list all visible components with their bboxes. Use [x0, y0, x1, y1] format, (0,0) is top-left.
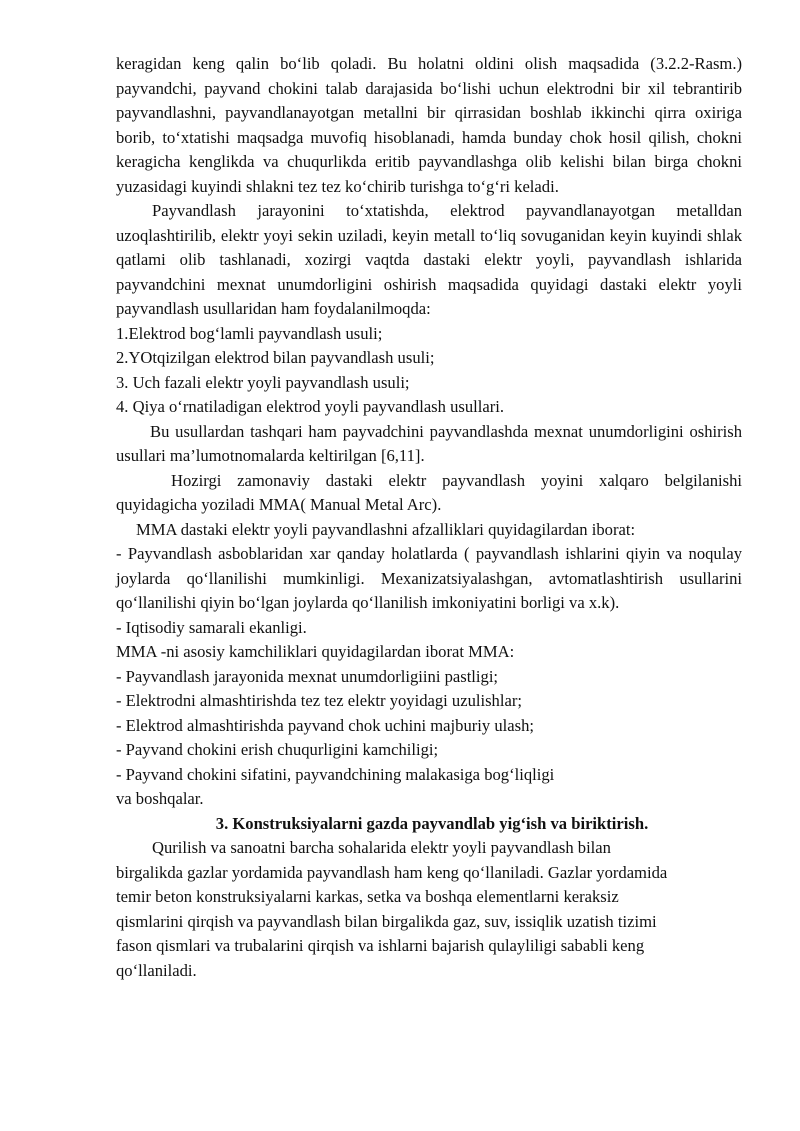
section-heading: 3. Konstruksiyalarni gazda payvandlab yig‘ish va biriktirish. — [215, 813, 649, 833]
list-item: - Payvandlash jarayonida mexnat unumdorligiini pastligi; — [116, 666, 499, 686]
list-item: - Payvand chokini erish chuqurligini kamchiligi; — [116, 740, 439, 759]
list-item: - Payvand chokini sifatini, payvandchining malakasiga bog‘liqligi — [116, 764, 555, 784]
drawbacks-list — [116, 616, 742, 812]
paragraph-7 — [116, 836, 742, 983]
list-item: 4. Qiya o‘rnatiladigan elektrod yoyli payvandlash usullari. — [116, 397, 505, 416]
paragraph-line: qismlarini qirqish va payvandlash bilan birgalikda gaz, suv, issiqlik uzatish tizimi — [116, 911, 657, 931]
paragraph-1: keragidan keng qalin bo‘lib qoladi. Bu holatni oldini olish maqsadida (3.2.2-Rasm.) payvandchi, payvand chokini talab darajasida bo‘lishi uchun elektrodni bir xil tebrantirib payvandlashni, payvandlanayotgan metallni bir qirrasidan boshlab ikkinchi qirra oxiriga borib, to‘xtatishi maqsadga muvofiq hisoblanadi, hamda bunday chok hosil qilish, chokni keragicha kenglikda va chuqurlikda eritib payvandlashga olib kelishi bilan birga chokni yuzasidagi kuyindi shlakni tez tez ko‘chirib turishga to‘g‘ri keladi. — [116, 54, 742, 196]
list-item: 1.Elektrod bog‘lamli payvandlash usuli; — [116, 323, 383, 343]
method-list — [116, 322, 742, 420]
list-item: 3. Uch fazali elektr yoyli payvandlash usuli; — [116, 372, 410, 392]
paragraph-line: Qurilish va sanoatni barcha sohalarida elektr yoyli payvandlash bilan — [152, 838, 611, 857]
paragraph-line: qo‘llaniladi. — [116, 960, 197, 980]
list-item: - Elektrod almashtirishda payvand chok uchini majburiy ulash; — [116, 715, 534, 735]
document-page — [116, 52, 742, 983]
paragraph-3: Bu usullardan tashqari ham payvadchini payvandlashda mexnat unumdorligini oshirish usullari ma’lumotnomalarda keltirilgan [6,11]. — [116, 421, 742, 465]
list-item: - Elektrodni almashtirishda tez tez elektr yoyidagi uzulishlar; — [116, 691, 522, 710]
paragraph-5: MMA dastaki elektr yoyli payvandlashni afzalliklari quyidagilardan iborat: — [136, 519, 636, 539]
paragraph-line: birgalikda gazlar yordamida payvandlash ham keng qo‘llaniladi. Gazlar yordamida — [116, 862, 668, 882]
paragraph-line: fason qismlari va trubalarini qirqish va ishlarni bajarish qulayliligi sababli keng — [116, 936, 645, 955]
paragraph-4: Hozirgi zamonaviy dastaki elektr payvandlash yoyini xalqaro belgilanishi quyidagicha yoziladi MMA( Manual Metal Arc). — [116, 470, 742, 514]
paragraph-line: temir beton konstruksiyalarni karkas, setka va boshqa elementlarni keraksiz — [116, 887, 619, 906]
list-item: - Iqtisodiy samarali ekanligi. — [116, 617, 307, 637]
paragraph-6: - Payvandlash asboblaridan xar qanday holatlarda ( payvandlash ishlarini qiyin va noqulay joylarda qo‘llanilishi mumkinligi. Mexanizatsiyalashgan, avtomatlashtirish usullarini qo‘llanilishi qiyin bo‘lgan joylarda qo‘llanilish imkoniyatini borligi va x.k). — [116, 544, 742, 612]
list-item: MMA -ni asosiy kamchiliklari quyidagilardan iborat MMA: — [116, 642, 515, 661]
list-item: 2.YOtqizilgan elektrod bilan payvandlash usuli; — [116, 348, 435, 367]
paragraph-2: Payvandlash jarayonini to‘xtatishda, elektrod payvandlanayotgan metalldan uzoqlashtirilib, elektr yoyi sekin uziladi, keyin metall to‘liq sovuganidan keyin kuyindi shlak qatlami olib tashlanadi, xozirgi vaqtda dastaki elektr yoyli, payvandlash ishlarida payvandchini mexnat unumdorligini oshirish maqsadida quyidagi dastaki elektr yoyli payvandlash usullaridan ham foydalanilmoqda: — [116, 201, 742, 318]
list-item: va boshqalar. — [116, 789, 204, 808]
